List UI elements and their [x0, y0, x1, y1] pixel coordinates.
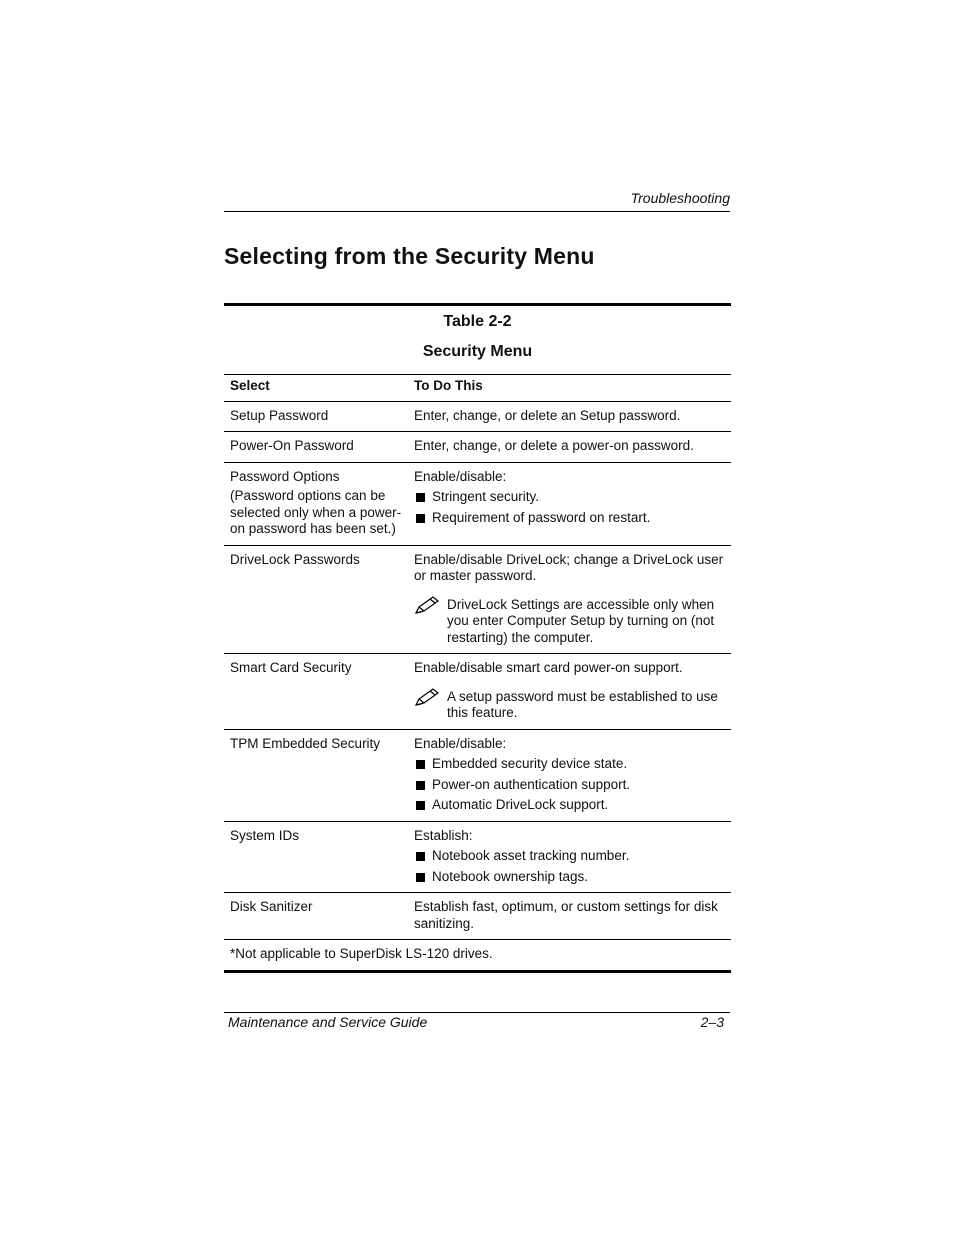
square-bullet-icon [416, 781, 425, 790]
table-top-rule [224, 303, 731, 306]
row-todo: Enable/disable DriveLock; change a DriveLock user or master password. [413, 551, 724, 583]
bullet-text: Power-on authentication support. [431, 776, 631, 792]
row-select-note: (Password options can be selected only when a power-on password has been set.) [230, 488, 402, 536]
bullet-text: Embedded security device state. [431, 756, 628, 771]
note-text: DriveLock Settings are accessible only when you enter Computer Setup by turning on (not restarting) the computer. [446, 596, 715, 645]
row-select-cell [224, 462, 408, 545]
bullet-item [414, 756, 725, 773]
table-row [224, 893, 731, 940]
table-row [224, 432, 731, 463]
table-row [224, 654, 731, 730]
running-header: Troubleshooting [630, 190, 730, 206]
row-select: Power-On Password [224, 432, 408, 463]
page-number: 2–3 [700, 1014, 724, 1030]
row-select: System IDs [224, 821, 408, 893]
square-bullet-icon [416, 493, 425, 502]
square-bullet-icon [416, 852, 425, 861]
bullet-item [414, 510, 725, 527]
row-todo-cell [408, 821, 731, 893]
bullet-item [414, 489, 725, 506]
column-header-select: Select [224, 375, 408, 402]
bullet-item [414, 797, 725, 814]
row-select: Smart Card Security [224, 654, 408, 730]
row-todo: Enable/disable: [413, 735, 507, 751]
row-select: Setup Password [224, 401, 408, 432]
table-row [224, 821, 731, 893]
row-select: DriveLock Passwords [224, 545, 408, 654]
table-header-row [224, 375, 731, 402]
square-bullet-icon [416, 514, 425, 523]
bullet-text: Notebook asset tracking number. [431, 848, 630, 863]
table-row [224, 545, 731, 654]
table-footnote: *Not applicable to SuperDisk LS-120 drives. [224, 940, 731, 972]
row-todo: Establish fast, optimum, or custom settings for disk sanitizing. [408, 893, 731, 940]
square-bullet-icon [416, 760, 425, 769]
row-todo: Enter, change, or delete an Setup password. [408, 401, 731, 432]
footer-book-title: Maintenance and Service Guide [228, 1014, 428, 1030]
square-bullet-icon [416, 873, 425, 882]
bullet-item [414, 848, 725, 865]
note-text: A setup password must be established to use this feature. [446, 688, 718, 720]
security-menu-table [224, 374, 731, 973]
row-select: Disk Sanitizer [224, 893, 408, 940]
row-select: TPM Embedded Security [224, 729, 408, 821]
pencil-note-icon [414, 595, 440, 615]
row-todo-cell [408, 729, 731, 821]
row-todo-cell [408, 545, 731, 654]
row-todo-cell [408, 654, 731, 730]
table-row [224, 729, 731, 821]
row-todo: Enable/disable: [413, 468, 507, 484]
square-bullet-icon [416, 801, 425, 810]
bullet-text: Automatic DriveLock support. [431, 797, 609, 812]
pencil-note-icon [414, 687, 440, 707]
row-todo: Establish: [413, 827, 473, 843]
table-number: Table 2-2 [443, 313, 512, 330]
table-row [224, 462, 731, 545]
bullet-item [414, 777, 725, 794]
bullet-text: Stringent security. [431, 489, 540, 504]
section-title: Selecting from the Security Menu [224, 243, 595, 269]
bullet-text: Requirement of password on restart. [431, 509, 651, 525]
bullet-text: Notebook ownership tags. [431, 868, 589, 884]
table-row [224, 401, 731, 432]
bullet-item [414, 869, 725, 886]
table-footnote-row [224, 940, 731, 972]
column-header-todo: To Do This [408, 375, 731, 402]
note-block [414, 597, 725, 647]
row-todo-cell [408, 462, 731, 545]
row-todo: Enable/disable smart card power-on support. [413, 660, 683, 675]
table-title: Security Menu [422, 343, 533, 360]
header-rule [224, 211, 730, 212]
row-select: Password Options [230, 468, 340, 484]
footer-rule [224, 1012, 730, 1013]
note-block [414, 689, 725, 722]
row-todo: Enter, change, or delete a power-on password. [408, 432, 731, 463]
